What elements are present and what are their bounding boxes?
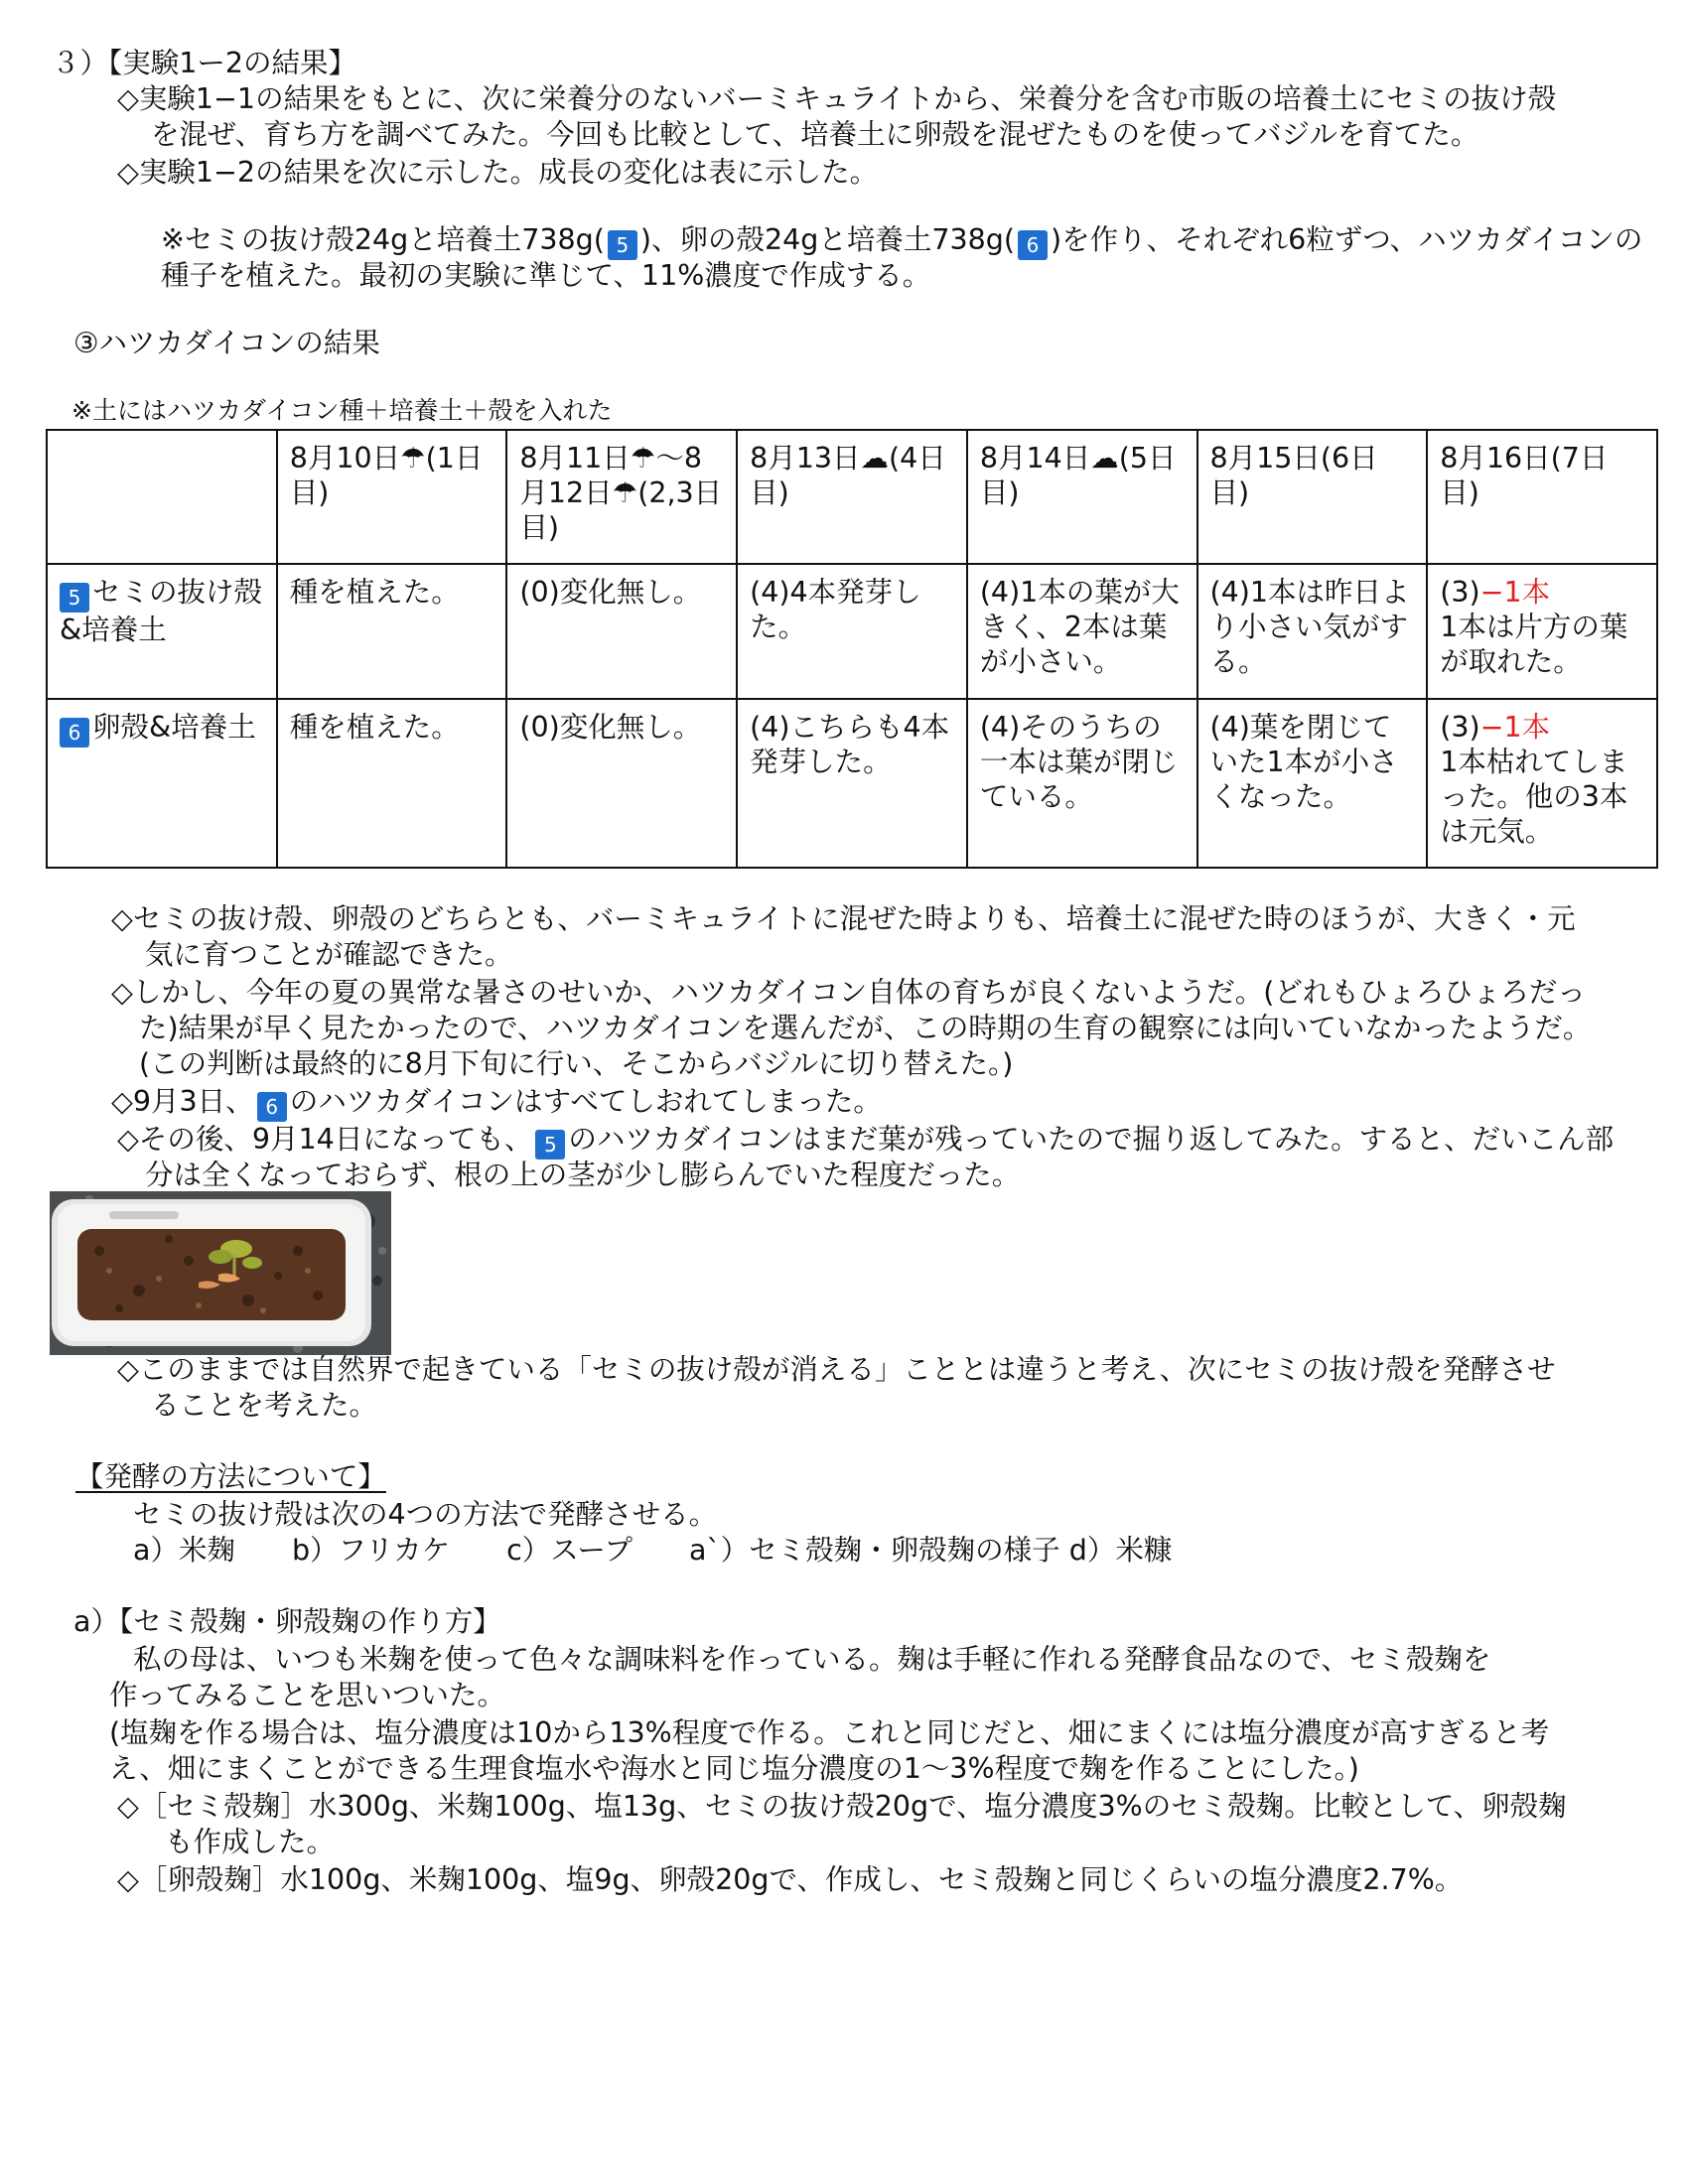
paragraph-line: (塩麹を作る場合は、塩分濃度は10から13%程度で作る。これと同じだと、畑にまくには塩分濃度が高すぎると考 [109,1716,1550,1749]
paragraph-text: のハツカダイコンはまだ葉が残っていたので掘り返してみた。すると、だいこん部 [568,1123,1615,1156]
results-table [46,429,1658,869]
table-cell: (4)1本は昨日より小さい気がする。 [1197,564,1428,699]
number-five-badge-icon: 5 [60,583,89,613]
row-label-cell [47,564,277,699]
paragraph-line: 気に育つことが確認できた。 [145,938,513,971]
section-heading: ３）【実験1ー2の結果】 [52,47,357,79]
paragraph-line: ◇セミの抜け殻、卵殻のどちらとも、バーミキュライトに混ぜた時よりも、培養土に混ぜた時のほうが、大きく・元 [111,902,1576,935]
paragraph-text: ◇9月3日、 [111,1085,254,1118]
table-cell: (0)変化無し。 [506,564,737,699]
paragraph-line: ◇このままでは自然界で起きている「セミの抜け殻が消える」こととは違うと考え、次にセミの抜け殻を発酵させ [117,1353,1556,1386]
paragraph-line: ◇実験1−2の結果を次に示した。成長の変化は表に示した。 [117,156,879,189]
table-cell: (4)葉を閉じていた1本が小さくなった。 [1197,699,1428,868]
note-text: )、卵の殻24gと培養土738g( [639,223,1015,256]
table-cell: (4)1本の葉が大きく、2本は葉が小さい。 [967,564,1197,699]
paragraph-text: のハツカダイコンはすべてしおれてしまった。 [289,1085,882,1118]
table-cell: 種を植えた。 [277,699,507,868]
sub-heading: a）【セミ殻麹・卵殻麹の作り方】 [73,1605,501,1638]
number-six-badge-icon: 6 [1018,230,1048,260]
table-row [47,564,1657,699]
table-cell: (4)4本発芽した。 [737,564,967,699]
paragraph-line: (この判断は最終的に8月下旬に行い、そこからバジルに切り替えた。) [139,1047,1014,1080]
number-six-badge-icon: 6 [60,718,89,748]
table-header-row [47,430,1657,564]
paragraph-line: ◇［セミ殻麹］水300g、米麹100g、塩13g、セミの抜け殻20gで、塩分濃度3%のセミ殻麹。比較として、卵殻麹 [117,1790,1567,1823]
cell-text: 1本枯れてしまった。他の3本は元気。 [1440,746,1628,848]
table-cell: 種を植えた。 [277,564,507,699]
methods-line: a）米麹 b）フリカケ c）スープ a`）セミ殻麹・卵殻麹の様子 d）米糠 [133,1534,1173,1567]
paragraph-line: 私の母は、いつも米麹を使って色々な調味料を作っている。麹は手軽に作れる発酵食品なので、セミ殻麹を [133,1643,1491,1676]
table-note: ※土にはハツカダイコン種＋培養土＋殻を入れた [71,396,613,425]
table-header-cell: 8月10日☂(1日目) [277,430,507,564]
paragraph-line: ◇しかし、今年の夏の異常な暑さのせいか、ハツカダイコン自体の育ちが良くないようだ。(どれもひょろひょろだっ [111,976,1586,1009]
table-row [47,699,1657,868]
sub-heading: ③ハツカダイコンの結果 [73,327,380,359]
row-label-cell [47,699,277,868]
table-cell: (4)こちらも4本発芽した。 [737,699,967,868]
count-value: (3) [1440,576,1480,609]
paragraph-line: た)結果が早く見たかったので、ハツカダイコンを選んだが、この時期の生育の観察には向いていなかったようだ。 [139,1012,1592,1044]
table-cell: (4)そのうちの一本は葉が閉じている。 [967,699,1197,868]
table-header-cell: 8月13日☁(4日目) [737,430,967,564]
paragraph-text: ◇その後、9月14日になっても、 [117,1123,533,1156]
row-label: セミの抜け殻&培養土 [60,576,263,646]
table-header-cell: 8月11日☂〜8月12日☂(2,3日目) [506,430,737,564]
table-header-cell [47,430,277,564]
paragraph-line: ◇［卵殻麹］水100g、米麹100g、塩9g、卵殻20gで、作成し、セミ殻麹と同じくらいの塩分濃度2.7%。 [117,1863,1464,1896]
count-value: (3) [1440,711,1480,744]
table-header-cell: 8月16日(7日目) [1427,430,1657,564]
paragraph-line [117,1122,1614,1160]
note-line [161,222,1642,260]
table-cell: (0)変化無し。 [506,699,737,868]
table-header-cell: 8月14日☁(5日目) [967,430,1197,564]
note-line: 種子を植えた。最初の実験に準じて、11%濃度で作成する。 [161,259,931,292]
paragraph-line: セミの抜け殻は次の4つの方法で発酵させる。 [133,1498,718,1531]
number-six-badge-icon: 6 [257,1092,287,1122]
ferment-heading: 【発酵の方法について】 [75,1460,386,1493]
row-label: 卵殻&培養土 [92,711,256,744]
table-cell [1427,564,1657,699]
note-text: ※セミの抜け殻24gと培養土738g( [161,223,605,256]
paragraph-line: 分は全くなっておらず、根の上の茎が少し膨らんでいた程度だった。 [145,1159,1021,1191]
note-text: )を作り、それぞれ6粒ずつ、ハツカダイコンの [1050,223,1643,256]
paragraph-line: を混ぜ、育ち方を調べてみた。今回も比較として、培養土に卵殻を混ぜたものを使ってバジルを育てた。 [151,118,1479,151]
count-change: −1本 [1479,711,1551,744]
count-change: −1本 [1479,576,1551,609]
paragraph-line: ることを考えた。 [151,1389,378,1422]
table-cell [1427,699,1657,868]
number-five-badge-icon: 5 [608,230,637,260]
paragraph-line: 作ってみることを思いついた。 [109,1679,506,1711]
seedling-tray-image [50,1191,391,1355]
seedling-tray-photo [50,1191,391,1355]
paragraph-line: も作成した。 [165,1826,336,1858]
paragraph-line: ◇実験1−1の結果をもとに、次に栄養分のないバーミキュライトから、栄養分を含む市販の培養土にセミの抜け殻 [117,82,1557,115]
paragraph-line: え、畑にまくことができる生理食塩水や海水と同じ塩分濃度の1〜3%程度で麹を作ることにした。) [109,1752,1359,1785]
table-header-cell: 8月15日(6日目) [1197,430,1428,564]
number-five-badge-icon: 5 [535,1130,565,1160]
paragraph-line [111,1084,882,1122]
cell-text: 1本は片方の葉が取れた。 [1440,611,1628,678]
